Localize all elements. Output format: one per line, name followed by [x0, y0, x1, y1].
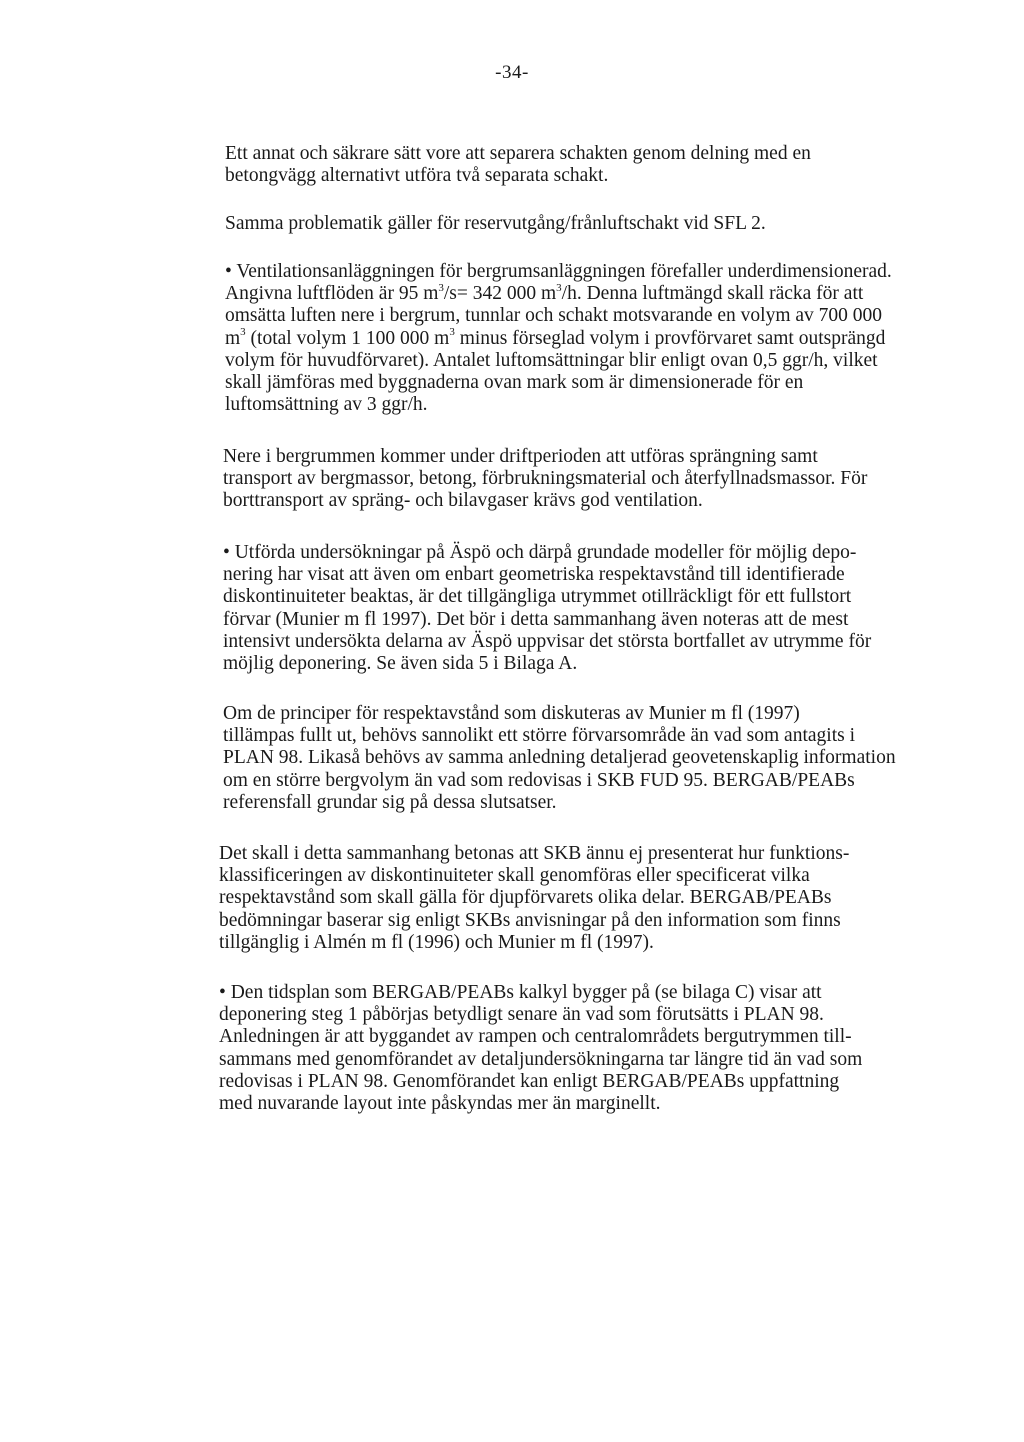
paragraph-respect-distances	[223, 703, 896, 814]
text-line: redovisas i PLAN 98. Genomförandet kan enligt BERGAB/PEABs uppfattning	[219, 1070, 840, 1092]
text-line: PLAN 98. Likaså behövs av samma anledning detaljerad geovetenskaplig information	[223, 747, 896, 769]
text-line: diskontinuiteter beaktas, är det tillgängliga utrymmet otillräckligt för ett fullstort	[223, 586, 852, 608]
text-line: betongvägg alternativt utföra två separata schakt.	[225, 165, 609, 187]
paragraph-time-schedule	[219, 982, 862, 1115]
text-line: • Den tidsplan som BERGAB/PEABs kalkyl bygger på (se bilaga C) visar att	[219, 982, 822, 1003]
text-line: bedömningar baserar sig enligt SKBs anvisningar på den information som finns	[219, 909, 841, 931]
text-line: referensfall grundar sig på dessa slutsatser.	[223, 791, 557, 813]
text-line: skall jämföras med byggnaderna ovan mark som är dimensionerade för en	[225, 371, 804, 393]
text-line: Anledningen är att byggandet av rampen och centralområdets bergutrymmen till-	[219, 1026, 852, 1048]
text-line: tillämpas fullt ut, behövs sannolikt ett större förvarsområde än vad som antagits i	[223, 725, 855, 747]
paragraph-ventilation	[225, 261, 892, 416]
text-line: • Ventilationsanläggningen för bergrumsanläggningen förefaller underdimensionerad.	[225, 261, 892, 282]
text-line: Nere i bergrummen kommer under driftperioden att utföras sprängning samt	[223, 446, 818, 467]
text-line: möjlig deponering. Se även sida 5 i Bilaga A.	[223, 652, 578, 674]
page-number: -34-	[495, 62, 529, 83]
text-line: borttransport av spräng- och bilavgaser krävs god ventilation.	[223, 490, 703, 512]
paragraph-sfl2	[225, 213, 766, 235]
text-line: luftomsättning av 3 ggr/h.	[225, 394, 428, 416]
text-line: förvar (Munier m fl 1997). Det bör i detta sammanhang även noteras att de mest	[223, 608, 849, 630]
text-line: respektavstånd som skall gälla för djupförvarets olika delar. BERGAB/PEABs	[219, 887, 832, 909]
text-line: volym för huvudförvaret). Antalet luftomsättningar blir enligt ovan 0,5 ggr/h, vilket	[225, 349, 878, 371]
paragraph-separate-shafts	[225, 143, 811, 187]
text-line: transport av bergmassor, betong, förbrukningsmaterial och återfyllnadsmassor. För	[223, 468, 868, 490]
text-line: Ett annat och säkrare sätt vore att separera schakten genom delning med en	[225, 143, 811, 164]
text-line-volume: $m^3$ (total volym 1 100 000 $m^3$ minus förseglad volym i provförvaret samt outsprängd	[225, 326, 886, 349]
paragraph-skb-classification	[219, 843, 849, 954]
text-line: tillgänglig i Almén m fl (1996) och Munier m fl (1997).	[219, 931, 654, 953]
text-line: med nuvarande layout inte påskyndas mer än marginellt.	[219, 1092, 661, 1114]
text-line: sammans med genomförandet av detaljundersökningarna tar längre tid än vad som	[219, 1048, 863, 1070]
text-line: Om de principer för respektavstånd som diskuteras av Munier m fl (1997)	[223, 703, 800, 724]
text-line: nering har visat att även om enbart geometriska respektavstånd till identifierade	[223, 564, 845, 586]
text-line-airflow: Angivna luftflöden är 95 $m^3/s= 342$ 000 $m^3/h$. Denna luftmängd skall räcka för att	[225, 281, 864, 305]
paragraph-aspo-investigations	[223, 542, 871, 675]
text-line: deponering steg 1 påbörjas betydligt senare än vad som förutsätts i PLAN 98.	[219, 1004, 824, 1026]
text-line: • Utförda undersökningar på Äspö och därpå grundade modeller för möjlig depo-	[223, 542, 857, 563]
text-line: Det skall i detta sammanhang betonas att SKB ännu ej presenterat hur funktions-	[219, 843, 850, 864]
text-line: Samma problematik gäller för reservutgång/frånluftschakt vid SFL 2.	[225, 213, 766, 234]
text-line: intensivt undersökta delarna av Äspö uppvisar det största bortfallet av utrymme för	[223, 630, 872, 652]
text-line: omsätta luften nere i bergrum, tunnlar och schakt motsvarande en volym av 700 000	[225, 305, 883, 327]
text-line: om en större bergvolym än vad som redovisas i SKB FUD 95. BERGAB/PEABs	[223, 769, 855, 791]
text-line: klassificeringen av diskontinuiteter skall genomföras eller specificerat vilka	[219, 865, 810, 887]
paragraph-blasting	[223, 446, 867, 513]
